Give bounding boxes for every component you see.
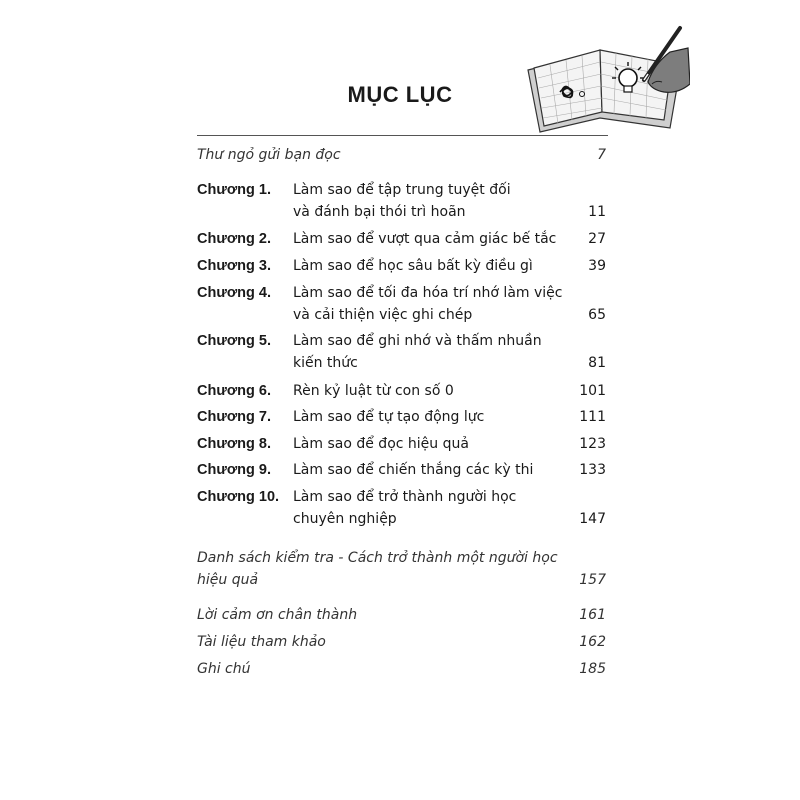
page-number: 157 — [579, 572, 606, 588]
chapter-title-line: Rèn kỷ luật từ con số 0 — [293, 383, 454, 399]
toc-entry-chapter-9 — [197, 459, 606, 481]
entry-title: Lời cảm ơn chân thành — [197, 607, 358, 623]
notebook-lightbulb-illustration — [520, 20, 690, 140]
toc-entry-references — [197, 631, 606, 653]
toc-entry-foreword — [197, 144, 606, 166]
chapter-label: Chương 5. — [197, 333, 271, 349]
page-number: 133 — [579, 462, 606, 478]
chapter-title-line: Làm sao để tối đa hóa trí nhớ làm việc — [293, 285, 563, 301]
toc-entry-chapter-4 — [197, 282, 606, 326]
chapter-title-line: Làm sao để trở thành người học — [293, 489, 517, 505]
chapter-title-line: Làm sao để tập trung tuyệt đối — [293, 182, 511, 198]
entry-title: Ghi chú — [197, 661, 251, 677]
chapter-title-line: Làm sao để đọc hiệu quả — [293, 436, 469, 452]
chapter-label: Chương 6. — [197, 383, 271, 399]
chapter-title-line: Làm sao để tự tạo động lực — [293, 409, 485, 425]
page-number: 147 — [579, 511, 606, 527]
page-number: 11 — [588, 204, 606, 220]
toc-entry-notes — [197, 658, 606, 680]
toc-entry-chapter-6 — [197, 380, 606, 402]
entry-title: Tài liệu tham khảo — [197, 634, 326, 650]
toc-entry-chapter-7 — [197, 406, 606, 428]
toc-entry-chapter-5 — [197, 330, 606, 374]
toc-entry-checklist — [197, 547, 606, 591]
chapter-title-line: Làm sao để học sâu bất kỳ điều gì — [293, 258, 533, 274]
page-number: 65 — [588, 307, 606, 323]
chapter-title-line: Làm sao để vượt qua cảm giác bế tắc — [293, 231, 557, 247]
page-number: 81 — [588, 355, 606, 371]
page-number: 123 — [579, 436, 606, 452]
chapter-title-line: Làm sao để chiến thắng các kỳ thi — [293, 462, 534, 478]
page-number: 111 — [579, 409, 606, 425]
page-title: MỤC LỤC — [347, 82, 453, 107]
toc-entry-chapter-3 — [197, 255, 606, 277]
toc-entry-chapter-1 — [197, 179, 606, 223]
chapter-title-line: Làm sao để ghi nhớ và thấm nhuần — [293, 333, 542, 349]
chapter-label: Chương 9. — [197, 462, 271, 478]
chapter-title-line: và đánh bại thói trì hoãn — [293, 204, 466, 220]
chapter-label: Chương 4. — [197, 285, 271, 301]
toc-entry-chapter-10 — [197, 486, 606, 530]
page-number: 27 — [588, 231, 606, 247]
toc-entry-chapter-2 — [197, 228, 606, 250]
page-number: 185 — [579, 661, 606, 677]
chapter-label: Chương 8. — [197, 436, 271, 452]
page-number: 161 — [579, 607, 606, 623]
page-number: 7 — [597, 147, 606, 163]
title-divider — [197, 135, 608, 136]
entry-title-line: Danh sách kiểm tra - Cách trở thành một người học — [197, 550, 558, 566]
chapter-label: Chương 3. — [197, 258, 271, 274]
page-number: 39 — [588, 258, 606, 274]
chapter-label: Chương 2. — [197, 231, 271, 247]
page-number: 101 — [579, 383, 606, 399]
toc-entry-acknowledgements — [197, 604, 606, 626]
chapter-title-line: chuyên nghiệp — [293, 511, 397, 527]
chapter-title-line: kiến thức — [293, 355, 358, 371]
entry-title: Thư ngỏ gửi bạn đọc — [197, 147, 341, 163]
chapter-label: Chương 7. — [197, 409, 271, 425]
chapter-title-line: và cải thiện việc ghi chép — [293, 307, 473, 323]
chapter-label: Chương 1. — [197, 182, 271, 198]
chapter-label: Chương 10. — [197, 489, 280, 505]
toc-entry-chapter-8 — [197, 433, 606, 455]
entry-title-line: hiệu quả — [197, 572, 259, 588]
page-number: 162 — [579, 634, 606, 650]
